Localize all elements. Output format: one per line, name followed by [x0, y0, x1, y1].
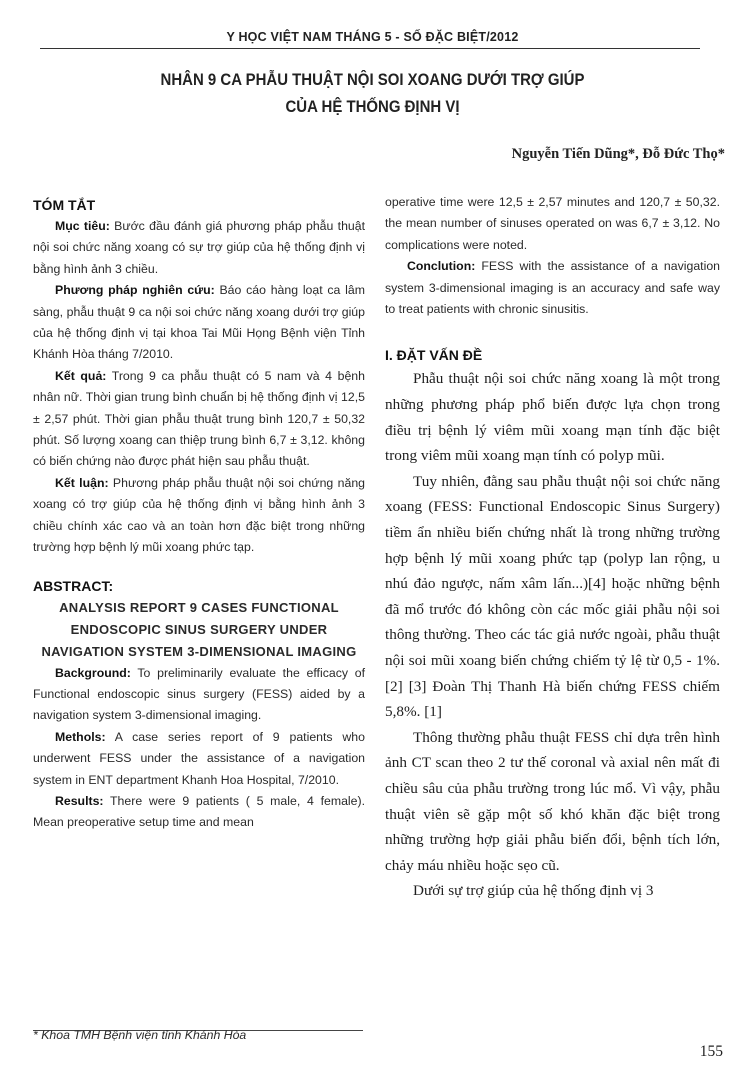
methods-label: Methols:: [55, 729, 106, 744]
results-text: There were 9 patients ( 5 male, 4 female). Mean preoperative setup time and mean: [33, 793, 365, 830]
header-rule: [40, 48, 700, 49]
tomtat-heading: TÓM TẮT: [33, 197, 96, 213]
section-1-paragraph-3: Thông thường phẫu thuật FESS chỉ dựa trên hình ảnh CT scan theo 2 tư thế coronal và axial nên mất đi chiều sâu của phẫu trường trong lúc mổ. Vì vậy, phẫu thuật viên sẽ gặp một số khó khăn đặc biệt trong những trường hợp giải phẫu biến đổi, bệnh tích lớn, chảy máu nhiều hoặc sẹo cũ.: [385, 728, 720, 874]
background-label: Background:: [55, 665, 131, 680]
section-1-paragraph-1: Phẫu thuật nội soi chức năng xoang là một trong những phương pháp phổ biến được lựa chọn trong điều trị bệnh lý viêm mũi xoang mạn tính đặc biệt trong viêm mũi xoang mạn tính có polyp mũi.: [385, 370, 720, 465]
running-head: Y HỌC VIỆT NAM THÁNG 5 - SỐ ĐẶC BIỆT/2012: [226, 30, 519, 44]
authors: Nguyễn Tiến Dũng*, Đỗ Đức Thọ*: [511, 146, 725, 162]
article-title: [98, 66, 648, 120]
right-column: [385, 192, 720, 904]
conclusion-text: FESS with the assistance of a navigation system 3-dimensional imaging is an accuracy and safe way to treat patients with chronic sinusitis.: [385, 259, 720, 317]
conclusion-label: Conclution:: [407, 259, 476, 274]
page-number: 155: [699, 1043, 723, 1060]
results-continued: operative time were 12,5 ± 2,57 minutes and 120,7 ± 50,32. the mean number of sinuses operated on was 6,7 ± 3,12. No complications were noted.: [385, 195, 720, 252]
ket-qua-paragraph: [33, 366, 365, 473]
section-1-body: [385, 366, 720, 903]
phuong-phap-label: Phương pháp nghiên cứu:: [55, 283, 215, 298]
section-1-paragraph-2: Tuy nhiên, đằng sau phẫu thuật nội soi chức năng xoang (FESS: Functional Endoscopic Sinus Surgery) tiềm ẩn nhiều biến chứng nhất là trong những trường hợp bệnh lý mũi xoang phức tạp (polyp lan rộng, u nhú đảo ngược, nấm xâm lấn...)[4] hoặc những bệnh đã mổ trước đó không còn các mốc giải phẫu nội soi thông thường. Theo các tác giả nước ngoài, phẫu thuật nội soi mũi xoang biến chứng chiếm tỷ lệ từ 0,5 - 1%. [2] [3] Đoàn Thị Thanh Hà biến chứng FESS chiếm 5,8%. [1]: [385, 472, 720, 721]
ket-luan-text: Phương pháp phẫu thuật nội soi chứng năng xoang có trợ giúp của hệ thống định vị bằng hình ảnh 3 chiều chính xác cao và an toàn hơn đặc biệt trong những trường hợp bệnh lý mũi xoang phức tạp.: [33, 475, 365, 555]
ket-luan-paragraph: [33, 473, 365, 559]
ket-luan-label: Kết luận:: [55, 475, 109, 490]
abstract-subtitle: ANALYSIS REPORT 9 CASES FUNCTIONAL ENDOSCOPIC SINUS SURGERY UNDER NAVIGATION SYSTEM 3-DIMENSIONAL IMAGING: [41, 599, 357, 659]
footnote: * Khoa TMH Bệnh viện tỉnh Khánh Hòa: [33, 1028, 247, 1042]
methods-text: A case series report of 9 patients who underwent FESS under the assistance of a navigation system in ENT department Khanh Hoa Hospital, 7/2010.: [33, 729, 365, 787]
section-1-heading: I. ĐẶT VẤN ĐỀ: [385, 347, 483, 364]
title-line-2: CỦA HỆ THỐNG ĐỊNH VỊ: [285, 97, 460, 116]
phuong-phap-paragraph: [33, 280, 365, 366]
muc-tieu-paragraph: [33, 216, 365, 280]
results-label: Results:: [55, 793, 104, 808]
ket-qua-text: Trong 9 ca phẫu thuật có 5 nam và 4 bệnh nhân nữ. Thời gian trung bình chuẩn bị hệ thống định vị 12,5 ± 2,57 phút. Thời gian phẫu thuật trung bình 120,7 ± 50,32 phút. Số lượng xoang can thiệp trung bình 6,7 ± 3,12. không có biến chứng nào được phát hiện sau phẫu thuật.: [33, 368, 365, 469]
abstract-heading: ABSTRACT:: [33, 577, 114, 594]
title-line-1: NHÂN 9 CA PHẪU THUẬT NỘI SOI XOANG DƯỚI TRỢ GIÚP: [160, 70, 585, 89]
conclusion-paragraph: [385, 256, 720, 320]
section-1-paragraph-4: Dưới sự trợ giúp của hệ thống định vị 3: [413, 882, 654, 900]
muc-tieu-label: Mục tiêu:: [55, 219, 110, 233]
background-text: To preliminarily evaluate the efficacy of Functional endoscopic sinus surgery (FESS) aided by a navigation system 3-dimensional imaging.: [33, 665, 365, 723]
results-paragraph: [33, 791, 365, 834]
phuong-phap-text: Báo cáo hàng loạt ca lâm sàng, phẫu thuật 9 ca nội soi chức năng xoang dưới trợ giúp của hệ thống định vị tại khoa Tai Mũi Họng Bệnh viện Tỉnh Khánh Hòa tháng 7/2010.: [33, 283, 365, 362]
left-column: [33, 194, 365, 834]
background-paragraph: [33, 663, 365, 727]
ket-qua-label: Kết quả:: [55, 368, 107, 383]
muc-tieu-text: Bước đầu đánh giá phương pháp phẫu thuật nội soi chức năng xoang có sự trợ giúp của hệ thống định vị bằng hình ảnh 3 chiều.: [33, 219, 366, 276]
methods-paragraph: [33, 727, 365, 791]
